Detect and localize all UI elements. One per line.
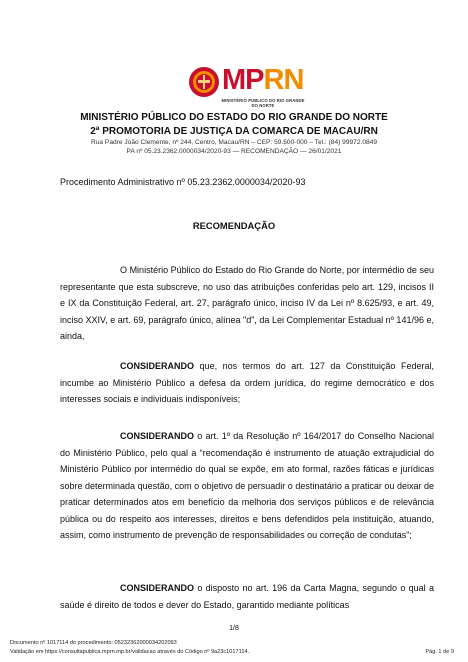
paragraph-considerando-2 [60,428,434,544]
paragraph-intro [60,262,434,345]
logo-rn: RN [263,64,304,96]
footer-page-count: Pág. 1 de 9 [425,649,454,655]
logo-subtitle: MINISTÉRIO PÚBLICO DO RIO GRANDE DO NORTE [221,98,305,108]
header-address: Rua Padre João Clemente, nº 244, Centro, Macau/RN – CEP: 59.500-000 – Tel.: (84) 99972.0849 [91,139,377,146]
logo-wordmark [222,63,303,97]
paragraph-intro-text: O Ministério Público do Estado do Rio Grande do Norte, por intermédio de seu representante que esta subscreve, no uso das atribuições conferidas pelo art. 129, incisos II e IX da Constituição Federal, art. 27, parágrafo único, inciso IV da Lei nº 8.625/93, e art. 49, inciso XXIV, e art. 69, parágrafo único, alínea "d", da Lei Complementar Estadual nº 141/96 e, ainda, [60,265,434,341]
paragraph-considerando-1-text: que, nos termos do art. 127 da Constituição Federal, incumbe ao Ministério Público a defesa da ordem jurídica, do regime democrático e dos interesses sociais e individuais indisponíveis; [60,361,434,404]
paragraph-considerando-3-text: o disposto no art. 196 da Carta Magna, segundo o qual a saúde é direito de todos e dever do Estado, garantido mediante políticas [60,583,434,610]
paragraph-considerando-3 [60,580,434,613]
header-reference: PA nº 05.23.2362.0000034/2020-93 — RECOMENDAÇÃO — 26/01/2021 [126,148,342,155]
document-title: RECOMENDAÇÃO [192,220,276,231]
considerando-label: CONSIDERANDO [120,361,195,371]
footer-document-id: Documento nº 1017114 do procedimento: 05232362000034202093 [10,640,177,646]
procedimento-line: Procedimento Administrativo nº 05.23.2362.0000034/2020-93 [60,177,306,187]
paragraph-considerando-2-text: o art. 1º da Resolução nº 164/2017 do Conselho Nacional do Ministério Público, pelo qual a “recomendação é instrumento de atuação extrajudicial do Ministério Público por intermédio do qual se expõe, em ato formal, razões fáticas e jurídicas sobre determinada questão, com o objetivo de persuadir o destinatário a praticar ou deixar de praticar determinados atos em benefício da melhoria dos serviços públicos e de relevância pública ou do respeito aos interesses, direitos e bens defendidos pela instituição, atuando, assim, como instrumento de prevenção de responsabilidades ou correção de condutas”; [60,431,434,540]
considerando-label: CONSIDERANDO [120,583,195,593]
footer-validation: Validação em https://consultapublica.mprn.mp.br/validacao através do Código nº 9a23c1017114. [10,649,250,655]
page-number: 1/8 [229,625,239,632]
mprn-logo [188,66,308,106]
header-institution: MINISTÉRIO PÚBLICO DO ESTADO DO RIO GRANDE DO NORTE [80,112,388,123]
logo-mp: MP [222,64,264,96]
mprn-emblem-icon [188,66,220,98]
paragraph-considerando-1 [60,358,434,408]
considerando-label: CONSIDERANDO [120,431,195,441]
header-promotoria: 2ª PROMOTORIA DE JUSTIÇA DA COMARCA DE MACAU/RN [90,126,378,137]
